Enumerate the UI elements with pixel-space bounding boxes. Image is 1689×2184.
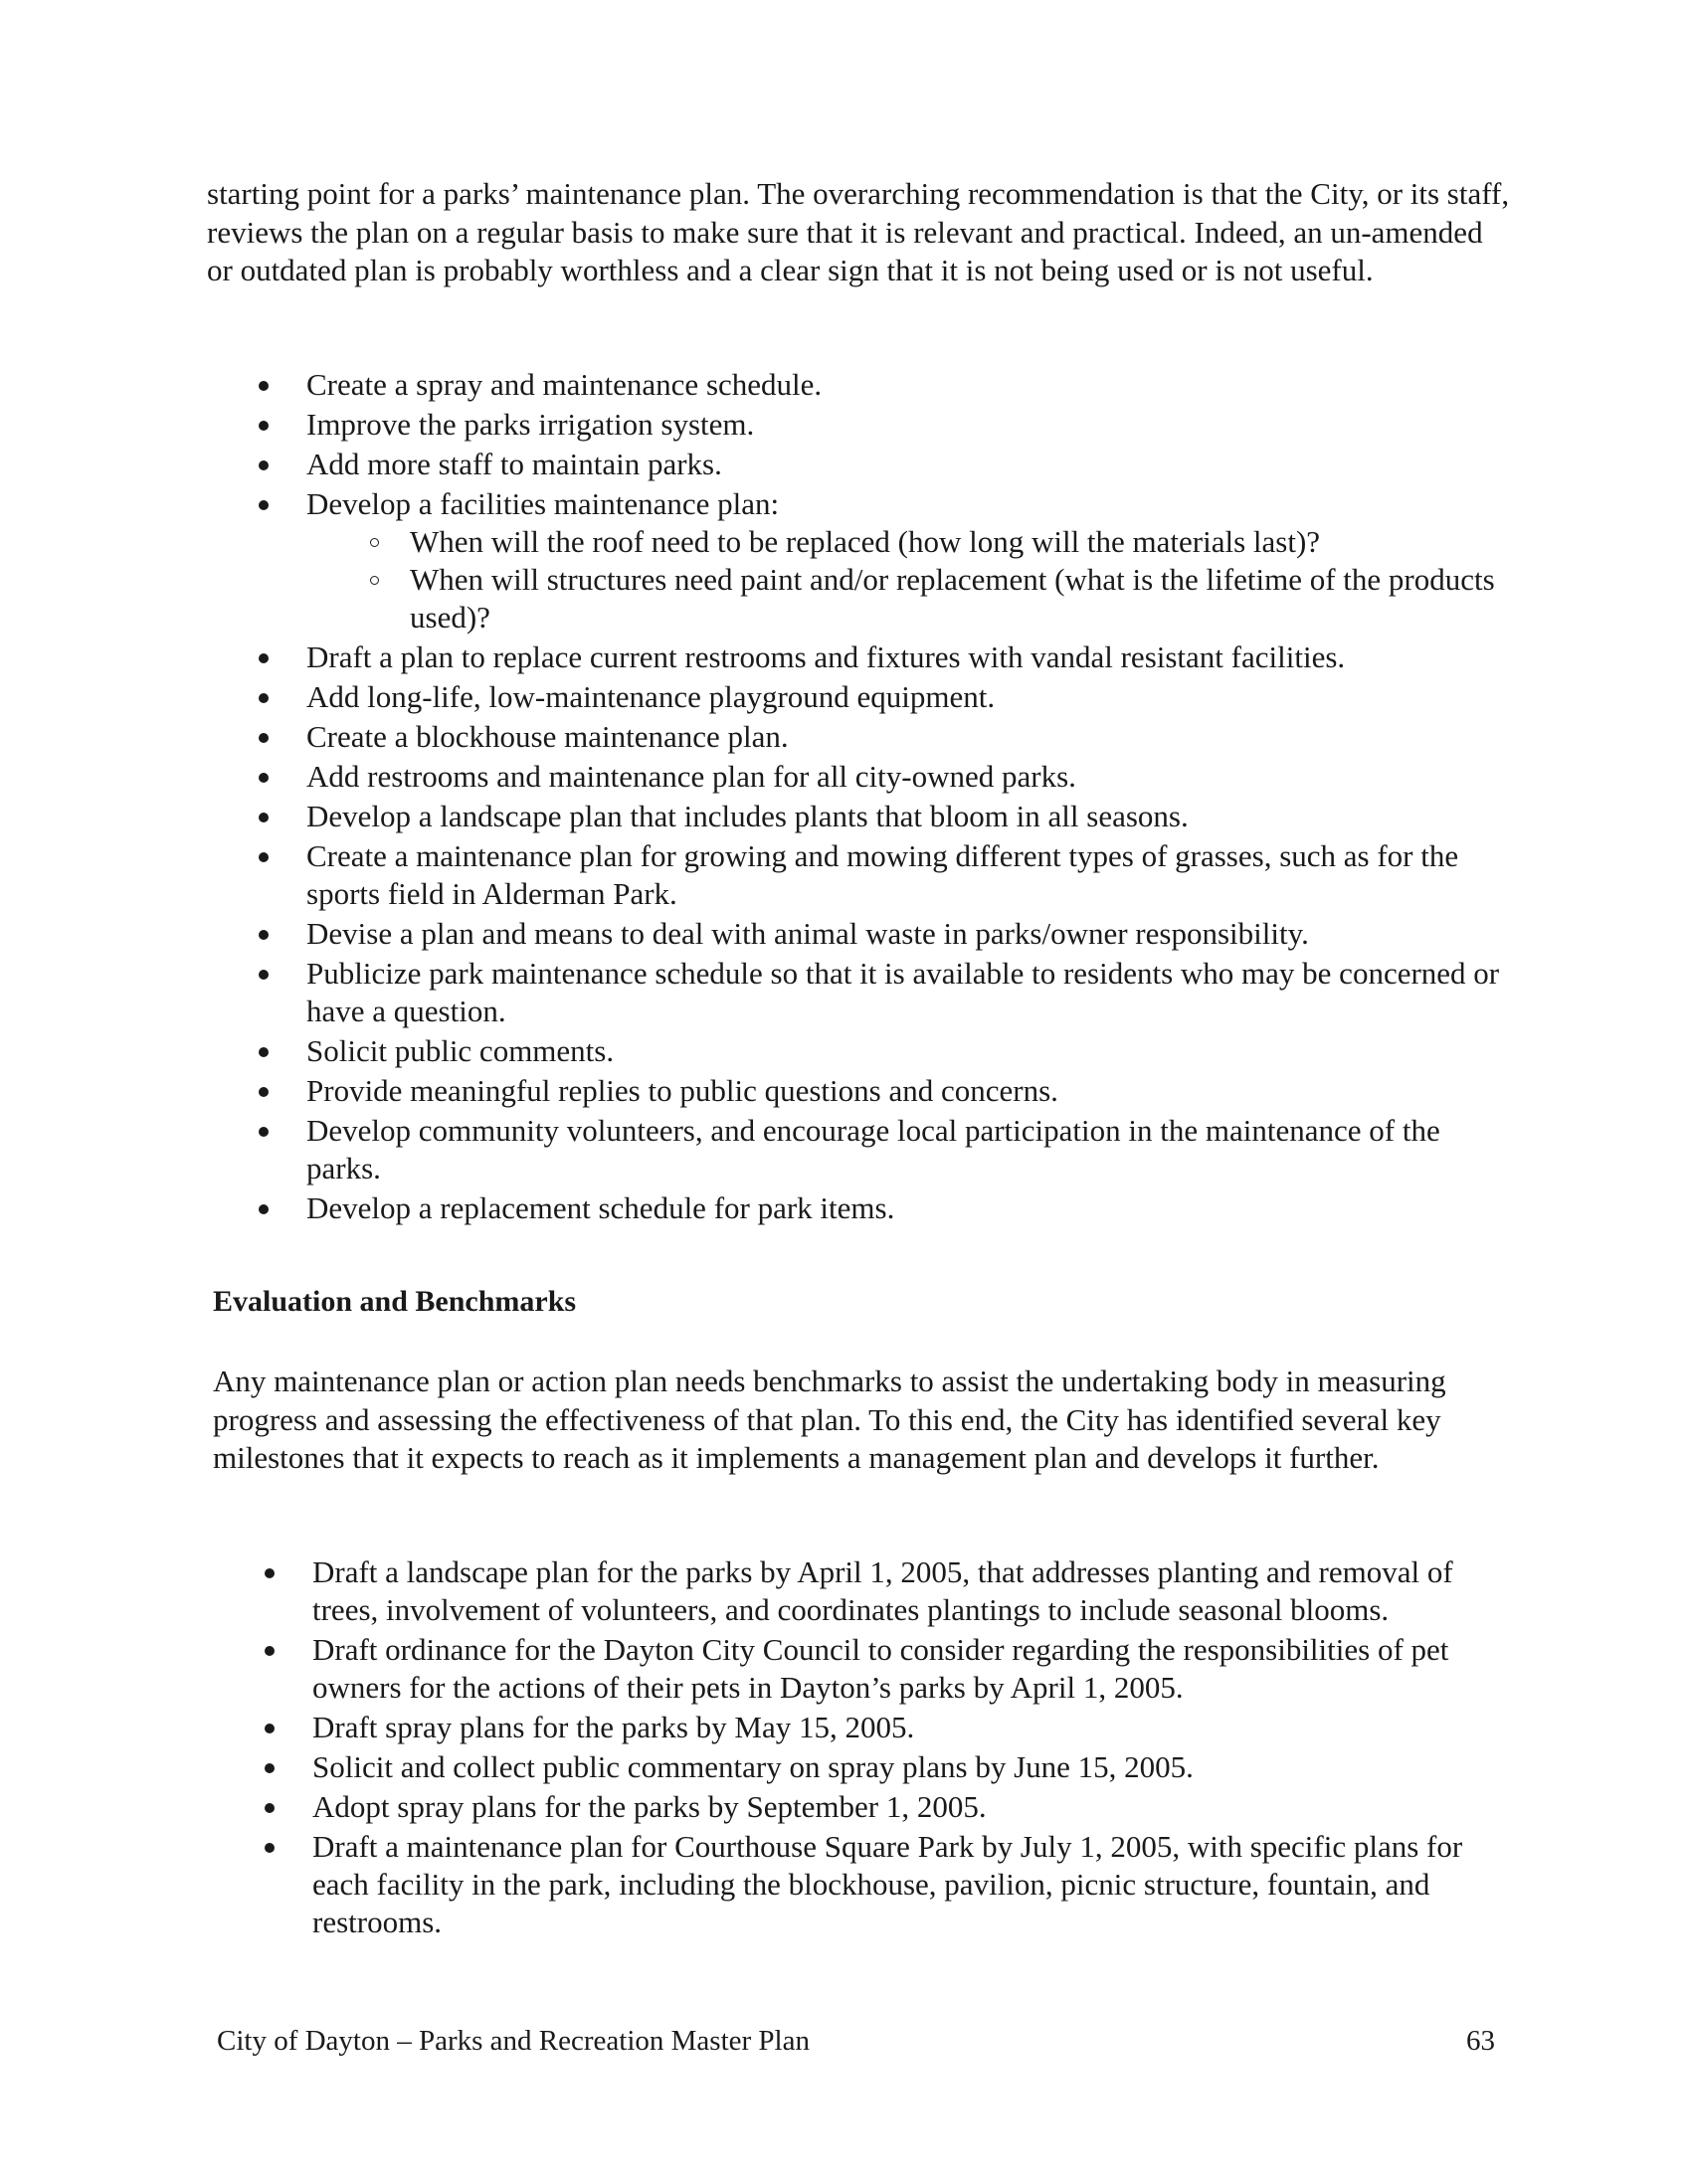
list-item (255, 485, 1518, 637)
list-item-text: Create a blockhouse maintenance plan. (306, 719, 789, 754)
benchmarks-list (261, 1553, 1524, 1943)
list-item (255, 758, 1518, 796)
list-item-text: Develop a facilities maintenance plan: (306, 486, 780, 521)
list-item (255, 446, 1518, 483)
list-item-text: Develop a landscape plan that includes plants that bloom in all seasons. (306, 799, 1189, 833)
list-item (255, 1189, 1518, 1227)
list-item (255, 955, 1518, 1030)
list-item (261, 1553, 1524, 1629)
list-item-text: Add long-life, low-maintenance playground equipment. (306, 679, 996, 714)
bullet-icon (265, 1843, 275, 1853)
list-item-text: Develop community volunteers, and encourage local participation in the maintenance of the parks. (306, 1113, 1440, 1185)
bullet-icon (259, 1204, 269, 1214)
list-item (255, 1072, 1518, 1110)
list-item (255, 638, 1518, 676)
list-item-text: Provide meaningful replies to public questions and concerns. (306, 1073, 1058, 1108)
maintenance-recommendations-list (255, 366, 1518, 1229)
page-number: 63 (1466, 2025, 1495, 2057)
intro-paragraph: starting point for a parks’ maintenance plan. The overarching recommendation is that the City, or its staff, reviews the plan on a regular basis to make sure that it is relevant and practical. Indeed, an un-amended or outdated plan is probably worthless and a clear sign that it is not being used or is not useful. (207, 176, 1510, 287)
evaluation-paragraph: Any maintenance plan or action plan needs benchmarks to assist the undertaking body in measuring progress and assessing the effectiveness of that plan. To this end, the City has identified several key milestones that it expects to reach as it implements a management plan and develops it further. (213, 1364, 1446, 1475)
hollow-bullet-icon (370, 576, 379, 585)
list-item-text: Draft a landscape plan for the parks by April 1, 2005, that addresses planting and removal of trees, involvement of volunteers, and coordinates plantings to include seasonal blooms. (312, 1554, 1453, 1627)
bullet-icon (259, 421, 269, 431)
list-item-text: Publicize park maintenance schedule so that it is available to residents who may be concerned or have a question. (306, 956, 1500, 1028)
footer-title: City of Dayton – Parks and Recreation Master Plan (217, 2025, 810, 2057)
bullet-icon (265, 1646, 275, 1656)
list-item (255, 678, 1518, 716)
sub-list-item (306, 561, 1518, 637)
list-item (255, 718, 1518, 756)
list-item-text: Solicit and collect public commentary on spray plans by June 15, 2005. (312, 1749, 1194, 1784)
list-item (261, 1631, 1524, 1707)
list-item-text: Create a maintenance plan for growing and mowing different types of grasses, such as for the sports field in Alderman Park. (306, 838, 1459, 911)
list-item-text: Draft ordinance for the Dayton City Council to consider regarding the responsibilities of pet owners for the actions of their pets in Dayton’s parks by April 1, 2005. (312, 1632, 1449, 1705)
list-item (261, 1748, 1524, 1786)
list-item (255, 837, 1518, 913)
bullet-icon (259, 1127, 269, 1137)
bullet-icon (259, 381, 269, 391)
bullet-icon (259, 852, 269, 862)
facilities-subitems-list (306, 523, 1518, 637)
sub-list-item-text: When will structures need paint and/or replacement (what is the lifetime of the products used)? (410, 562, 1495, 635)
list-item-text: Draft spray plans for the parks by May 15, 2005. (312, 1710, 915, 1744)
bullet-icon (259, 460, 269, 470)
section-heading: Evaluation and Benchmarks (213, 1285, 577, 1318)
list-item (261, 1828, 1524, 1941)
hollow-bullet-icon (370, 538, 379, 547)
list-item-text: Draft a plan to replace current restrooms and fixtures with vandal resistant facilities. (306, 639, 1346, 674)
list-item-text: Add restrooms and maintenance plan for all city-owned parks. (306, 759, 1076, 794)
sub-list-item (306, 523, 1518, 561)
list-item-text: Create a spray and maintenance schedule. (306, 367, 823, 402)
list-item-text: Add more staff to maintain parks. (306, 447, 722, 481)
bullet-icon (265, 1803, 275, 1813)
bullet-icon (265, 1568, 275, 1578)
list-item-text: Improve the parks irrigation system. (306, 407, 755, 442)
bullet-icon (265, 1763, 275, 1773)
list-item-text: Develop a replacement schedule for park items. (306, 1190, 895, 1225)
list-item-text: Draft a maintenance plan for Courthouse Square Park by July 1, 2005, with specific plans for each facility in the park, including the blockhouse, pavilion, picnic structure, fountain, and restrooms. (312, 1829, 1463, 1939)
bullet-icon (259, 930, 269, 940)
list-item-text: Solicit public comments. (306, 1033, 615, 1068)
list-item (255, 798, 1518, 835)
bullet-icon (259, 1087, 269, 1097)
list-item (255, 406, 1518, 444)
bullet-icon (259, 733, 269, 743)
list-item (255, 915, 1518, 953)
list-item (255, 1032, 1518, 1070)
list-item (255, 1112, 1518, 1187)
bullet-icon (259, 813, 269, 822)
bullet-icon (259, 970, 269, 980)
list-item (255, 366, 1518, 404)
sub-list-item-text: When will the roof need to be replaced (how long will the materials last)? (410, 524, 1321, 559)
list-item (261, 1788, 1524, 1826)
list-item (261, 1709, 1524, 1746)
bullet-icon (259, 500, 269, 510)
bullet-icon (259, 653, 269, 663)
bullet-icon (259, 773, 269, 783)
list-item-text: Adopt spray plans for the parks by September 1, 2005. (312, 1789, 987, 1824)
bullet-icon (259, 1047, 269, 1057)
list-item-text: Devise a plan and means to deal with animal waste in parks/owner responsibility. (306, 916, 1309, 951)
bullet-icon (265, 1724, 275, 1733)
bullet-icon (259, 693, 269, 703)
